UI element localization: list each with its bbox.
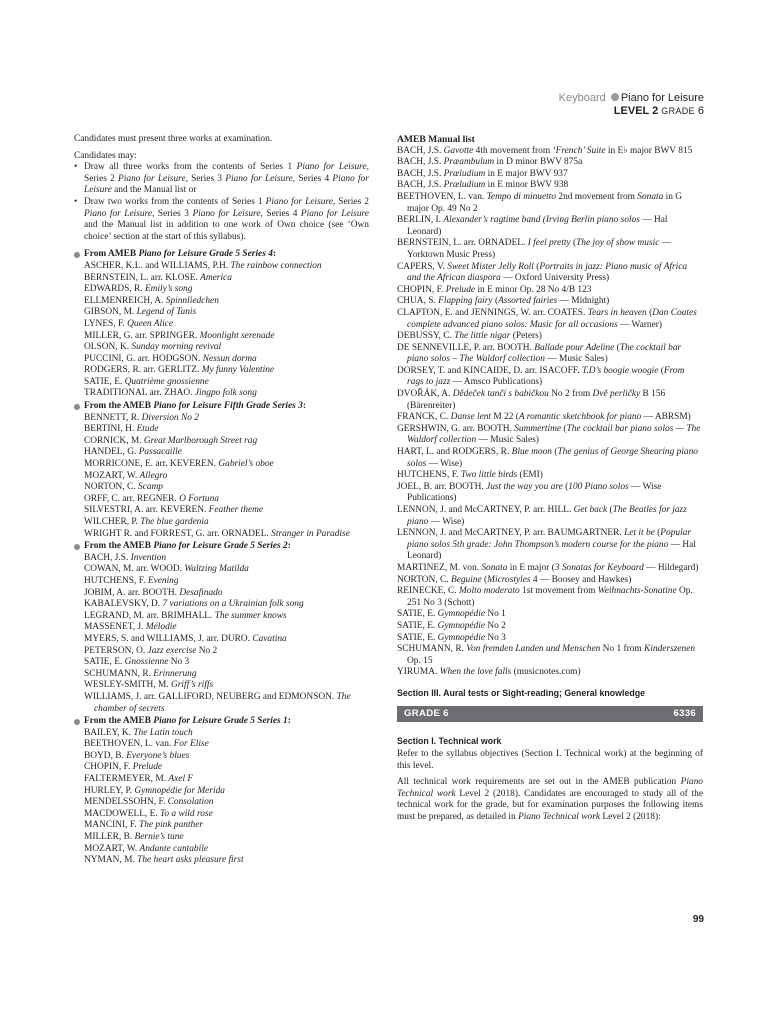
repertoire-item: NORTON, C. Scamp bbox=[84, 482, 163, 493]
repertoire-item: PETERSON, O. Jazz exercise No 2 bbox=[84, 645, 218, 656]
manual-list-item: HART, L. and RODGERS, R. Blue moon (The genius of George Shearing piano solos — Wise) bbox=[397, 447, 698, 469]
header-instrument: Piano for Leisure bbox=[620, 92, 704, 104]
left-column bbox=[74, 134, 369, 867]
repertoire-item: BACH, J.S. Invention bbox=[84, 552, 167, 563]
repertoire-item: CHOPIN, F. Prelude bbox=[84, 762, 163, 773]
repertoire-item: BENNETT, R. Diversion No 2 bbox=[84, 412, 199, 423]
repertoire-item: BEETHOVEN, L. van. For Elise bbox=[84, 739, 209, 750]
repertoire-item: NYMAN, M. The heart asks pleasure first bbox=[84, 855, 244, 866]
section-3-heading: Section III. Aural tests or Sight-reading; General knowledge bbox=[397, 687, 645, 698]
manual-list-item: BERNSTEIN, L. arr. ORNADEL. I feel pretty (The joy of show music — Yorktown Music Press) bbox=[397, 238, 672, 260]
repertoire-item: LYNES, F. Queen Alice bbox=[84, 318, 174, 329]
repertoire-item: MOZART, W. Allegro bbox=[84, 470, 168, 481]
page-number: 99 bbox=[692, 914, 704, 925]
manual-list-heading: AMEB Manual list bbox=[397, 134, 475, 145]
section-1-heading: Section I. Technical work bbox=[397, 735, 502, 746]
repertoire-item: PUCCINI, G. arr. HODGSON. Nessun dorma bbox=[84, 353, 257, 364]
header-line-2 bbox=[559, 105, 704, 118]
repertoire-item: BAILEY, K. The Latin touch bbox=[84, 727, 193, 738]
repertoire-item: ORFF, C. arr. REGNER. O Fortuna bbox=[84, 493, 219, 504]
repertoire-item: GIBSON, M. Legend of Tanis bbox=[84, 307, 197, 318]
intro-sentence: Candidates must present three works at examination. bbox=[74, 134, 273, 144]
repertoire-item: LEGRAND, M. arr. BRIMHALL. The summer knows bbox=[84, 610, 287, 621]
repertoire-item: BERNSTEIN, L. arr. KLOSE. America bbox=[84, 272, 232, 283]
bullet-dot-icon bbox=[611, 93, 619, 101]
manual-list-item: CLAPTON, E. and JENNINGS, W. arr. COATES. Tears in heaven (Dan Coates complete advanced piano solos: Music for all occasions — Warner) bbox=[397, 307, 697, 330]
repertoire-item: SATIE, E. Quatrième gnossienne bbox=[84, 376, 209, 387]
repertoire-item: EDWARDS, R. Emily’s song bbox=[84, 284, 193, 295]
repertoire-item: ASCHER, K.L. and WILLIAMS, P.H. The rainbow connection bbox=[84, 260, 322, 271]
repertoire-item: ELLMENREICH, A. Spinnliedchen bbox=[84, 295, 219, 306]
manual-list-item: SATIE, E. Gymnopédie No 1 bbox=[397, 609, 506, 620]
manual-list-item: SATIE, E. Gymnopédie No 2 bbox=[397, 620, 506, 631]
running-header bbox=[559, 92, 704, 118]
manual-list-item: HUTCHENS, F. Two little birds (EMI) bbox=[397, 470, 543, 481]
repertoire-item: MACDOWELL, E. To a wild rose bbox=[84, 808, 213, 819]
grey-bullet-icon bbox=[74, 544, 80, 550]
repertoire-item: SCHUMANN, R. Erinnerung bbox=[84, 668, 197, 679]
repertoire-item: CORNICK, M. Great Marlborough Street rag bbox=[84, 435, 258, 446]
repertoire-item: HUTCHENS, F. Evening bbox=[84, 575, 179, 586]
series-heading: From the AMEB Piano for Leisure Grade 5 Series 2: bbox=[74, 541, 369, 553]
manual-list-item: BEETHOVEN, L. van. Tempo di minuetto 2nd movement from Sonata in G major Op. 49 No 2 bbox=[397, 191, 683, 214]
repertoire-item: SATIE, E. Gnossienne No 3 bbox=[84, 657, 190, 668]
manual-list-item: CHOPIN, F. Prelude in E minor Op. 28 No 4/B 123 bbox=[397, 284, 592, 295]
intro-options-label: Candidates may: bbox=[74, 150, 137, 161]
option-bullet-1: • Draw all three works from the contents of Series 1 Piano for Leisure, Series 2 Piano for Leisure, Series 3 Piano for Leisure, Series 4 Piano for Leisure and the Manual list or bbox=[74, 162, 369, 197]
manual-list-item: YIRUMA. When the love falls (musicnotes.com) bbox=[397, 667, 581, 678]
manual-list-item: NORTON, C. Beguine (Microstyles 4 — Boosey and Hawkes) bbox=[397, 574, 632, 585]
manual-list-item: CHUA, S. Flapping fairy (Assorted fairies — Midnight) bbox=[397, 296, 610, 307]
repertoire-item: SILVESTRI, A. arr. KEVEREN. Feather theme bbox=[84, 505, 264, 516]
manual-list-item: REINECKE, C. Molto moderato 1st movement from Weihnachts-Sonatine Op. 251 No 3 (Schott) bbox=[397, 586, 693, 608]
repertoire-item: FALTERMEYER, M. Axel F bbox=[84, 774, 194, 785]
repertoire-item: MOZART, W. Andante cantabile bbox=[84, 843, 208, 854]
grade-banner bbox=[397, 706, 703, 722]
grey-bullet-icon bbox=[74, 719, 80, 725]
repertoire-item: BOYD, B. Everyone’s blues bbox=[84, 750, 190, 761]
repertoire-item: HURLEY, P. Gymnopédie for Merida bbox=[84, 785, 225, 796]
repertoire-item: TRADITIONAL arr. ZHAO. Jingpo folk song bbox=[84, 388, 257, 399]
repertoire-item: MASSENET, J. Mélodie bbox=[84, 622, 177, 633]
repertoire-item: RODGERS, R. arr. GERLITZ. My funny Valentine bbox=[84, 365, 275, 376]
repertoire-item: MENDELSSOHN, F. Consolation bbox=[84, 797, 214, 808]
repertoire-item: WRIGHT R. and FORREST, G. arr. ORNADEL. Stranger in Paradise bbox=[84, 528, 350, 539]
manual-list bbox=[397, 146, 703, 679]
repertoire-item: OLSON, K. Sunday morning revival bbox=[84, 342, 222, 353]
grey-bullet-icon bbox=[74, 252, 80, 258]
manual-list-item: CAPERS, V. Sweet Mister Jelly Roll (Portraits in jazz: Piano music of Africa and the African diaspora — Oxford University Press) bbox=[397, 261, 688, 284]
series-heading: From the AMEB Piano for Leisure Grade 5 Series 1: bbox=[74, 716, 369, 728]
header-level: LEVEL 2 bbox=[613, 105, 659, 117]
manual-list-item: SATIE, E. Gymnopédie No 3 bbox=[397, 632, 506, 643]
manual-list-item: GERSHWIN, G. arr. BOOTH. Summertime (The cocktail bar piano solos — The Waldorf collection — Music Sales) bbox=[397, 423, 701, 446]
grey-bullet-icon bbox=[74, 404, 80, 410]
manual-list-item: BACH, J.S. Præludium in E minor BWV 938 bbox=[397, 180, 569, 191]
series-heading: From AMEB Piano for Leisure Grade 5 Series 4: bbox=[74, 249, 369, 261]
right-column bbox=[397, 134, 703, 829]
technical-work-para-1: Refer to the syllabus objectives (Section I. Technical work) at the beginning of this level. bbox=[397, 749, 703, 771]
series-heading: From the AMEB Piano for Leisure Fifth Grade Series 3: bbox=[74, 401, 369, 413]
manual-list-item: JOEL, B. arr. BOOTH. Just the way you are (100 Piano solos — Wise Publications) bbox=[397, 481, 662, 504]
repertoire-item: JOBIM, A. arr. BOOTH. Desafinado bbox=[84, 587, 223, 598]
repertoire-item: COWAN, M. arr. WOOD. Waltzing Matilda bbox=[84, 564, 249, 575]
series-lists bbox=[74, 249, 369, 866]
manual-list-item: FRANCK, C. Danse lent M 22 (A romantic sketchbook for piano — ABRSM) bbox=[397, 412, 691, 423]
grade-banner-label: GRADE 6 bbox=[404, 707, 449, 719]
repertoire-item: WILLIAMS, J. arr. GALLIFORD, NEUBERG and EDMONSON. The chamber of secrets bbox=[84, 691, 351, 714]
repertoire-item: BERTINI, H. Etude bbox=[84, 424, 159, 435]
repertoire-item: MANCINI, F. The pink panther bbox=[84, 820, 204, 831]
technical-work-para-2: All technical work requirements are set out in the AMEB publication Piano Technical work Level 2 (2018). Candidates are encouraged to study all of the technical work for the grade, but for examination purposes the following items must be prepared, as detailed in Piano Technical work Level 2 (2018): bbox=[397, 777, 704, 823]
manual-list-item: DEBUSSY, C. The little nigar (Peters) bbox=[397, 331, 542, 342]
manual-list-item: DE SENNEVILLE, P. arr. BOOTH. Ballade pour Adeline (The cocktail bar piano solos – The Waldorf collection — Music Sales) bbox=[397, 342, 682, 365]
manual-list-item: BERLIN, I. Alexander’s ragtime band (Irving Berlin piano solos — Hal Leonard) bbox=[397, 215, 668, 237]
repertoire-item: MORRICONE, E. arr. KEVEREN. Gabriel’s oboe bbox=[84, 459, 274, 470]
header-line-1 bbox=[559, 92, 704, 105]
manual-list-item: BACH, J.S. Gavotte 4th movement from ‘French’ Suite in E♭ major BWV 815 bbox=[397, 145, 693, 156]
repertoire-item: MILLER, G. arr. SPRINGER. Moonlight serenade bbox=[84, 330, 275, 341]
manual-list-item: BACH, J.S. Præludium in E major BWV 937 bbox=[397, 168, 568, 179]
repertoire-item: KABALEVSKY, D. 7 variations on a Ukrainian folk song bbox=[84, 599, 304, 610]
option-bullet-2: • Draw two works from the contents of Series 1 Piano for Leisure, Series 2 Piano for Leisure, Series 3 Piano for Leisure, Series 4 Piano for Leisure and the Manual list in addition to one work of Own choice (see ‘Own choice’ section at the start of this syllabus). bbox=[74, 197, 369, 243]
manual-list-item: DORSEY, T. and KINCAIDE, D. arr. ISACOFF. T.D’s boogie woogie (From rags to jazz — Amsco Publications) bbox=[397, 365, 685, 388]
grade-banner-code: 6336 bbox=[673, 707, 696, 719]
header-grade-number: 6 bbox=[697, 105, 704, 117]
header-section: Keyboard bbox=[558, 92, 606, 104]
repertoire-item: WESLEY-SMITH, M. Griff’s riffs bbox=[84, 680, 214, 691]
manual-list-item: BACH, J.S. Præambulum in D minor BWV 875a bbox=[397, 157, 583, 168]
manual-list-item: LENNON, J. and McCARTNEY, P. arr. BAUMGARTNER. Let it be (Popular piano solos 5th grade: John Thompson’s modern course for the piano — Hal Leonard) bbox=[397, 528, 696, 562]
manual-list-item: MARTINEZ, M. von. Sonata in E major (3 Sonatas for Keyboard — Hildegard) bbox=[397, 562, 699, 573]
manual-list-item: DVOŘÁK, A. Dědeček tančí s babičkou No 2 from Dvě perličky B 156 (Bärenreiter) bbox=[397, 389, 666, 411]
header-grade-word: GRADE bbox=[661, 106, 695, 116]
manual-list-item: LENNON, J. and McCARTNEY, P. arr. HILL. Get back (The Beatles for jazz piano — Wise) bbox=[397, 505, 687, 527]
repertoire-item: MILLER, B. Bernie’s tune bbox=[84, 832, 184, 843]
repertoire-item: MYERS, S. and WILLIAMS, J. arr. DURO. Cavatina bbox=[84, 633, 287, 644]
repertoire-item: WILCHER, P. The blue gardenia bbox=[84, 517, 209, 527]
manual-list-item: SCHUMANN, R. Von fremden Landen und Menschen No 1 from Kinderszenen Op. 15 bbox=[397, 644, 696, 666]
repertoire-item: HANDEL, G. Passacaille bbox=[84, 447, 182, 458]
